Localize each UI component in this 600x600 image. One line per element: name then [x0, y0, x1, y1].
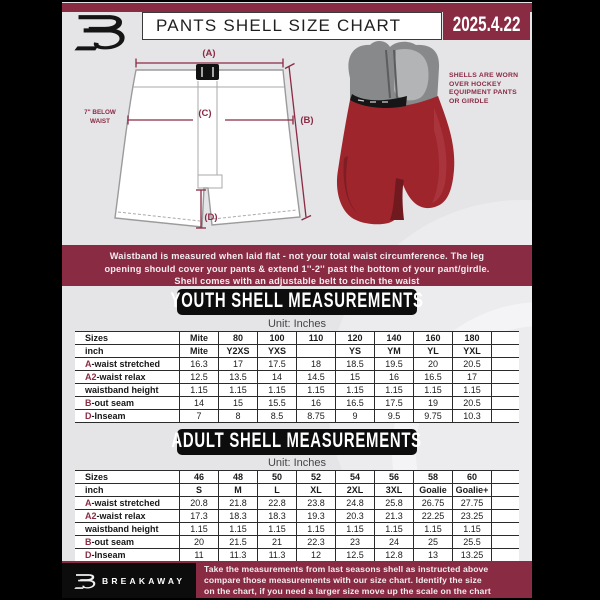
cell-value: 56: [375, 471, 414, 483]
cell-value: 1.15: [297, 384, 336, 396]
cell-value: 15: [336, 371, 375, 383]
table-row: [75, 358, 519, 371]
cell-value: 15.5: [258, 397, 297, 409]
cell-value: M: [219, 484, 258, 496]
table-row: [75, 332, 519, 345]
unit-label-adult: Unit: Inches: [267, 457, 327, 469]
row-label: A-waist stretched: [75, 497, 180, 509]
row-label: inch: [75, 484, 180, 496]
cell-value: 19: [414, 397, 453, 409]
cell-value: Y2XS: [219, 345, 258, 357]
measurement-label-b: (B): [300, 115, 314, 126]
cell-value: 120: [336, 332, 375, 344]
date-badge: [443, 12, 530, 40]
cell-value: 1.15: [180, 523, 219, 535]
cell-value: 10.3: [453, 410, 492, 422]
cell-value: 24: [375, 536, 414, 548]
cell-value: 22.8: [258, 497, 297, 509]
cell-value: 11.3: [219, 549, 258, 561]
cell-value: 16: [297, 397, 336, 409]
row-label: waistband height: [75, 384, 180, 396]
footer-note: [204, 564, 491, 598]
cell-value: 9: [336, 410, 375, 422]
cell-value: L: [258, 484, 297, 496]
adult-header-text: ADULT SHELL MEASUREMENTS: [171, 430, 423, 453]
cell-value: 48: [219, 471, 258, 483]
text-line: Shell comes with an adjustable belt to cinch the waist: [174, 276, 420, 286]
cell-value: 12.5: [336, 549, 375, 561]
cell-value: 25.5: [453, 536, 492, 548]
cell-value: YM: [375, 345, 414, 357]
cell-value: 19.3: [297, 510, 336, 522]
cell-value: 23.8: [297, 497, 336, 509]
cell-value: YXL: [453, 345, 492, 357]
date-text: 2025.4.22: [452, 14, 521, 37]
cell-value: 20.5: [453, 397, 492, 409]
table-row: [75, 523, 519, 536]
cell-value: 1.15: [258, 523, 297, 535]
photo-note: [449, 72, 531, 106]
table-row: [75, 384, 519, 397]
cell-value: 26.75: [414, 497, 453, 509]
row-label: D-Inseam: [75, 549, 180, 561]
cell-value: 23.25: [453, 510, 492, 522]
row-label: Sizes: [75, 332, 180, 344]
cell-value: 8.5: [258, 410, 297, 422]
table-row: [75, 410, 519, 423]
cell-value: 21: [258, 536, 297, 548]
cell-value: 14: [180, 397, 219, 409]
cell-value: 13.25: [453, 549, 492, 561]
shell-photo: [334, 38, 474, 232]
cell-value: 54: [336, 471, 375, 483]
cell-value: 9.75: [414, 410, 453, 422]
text-line: OR GIRDLE: [449, 97, 489, 105]
text-line: compare those measurements with our size chart. Identify the size: [204, 575, 482, 586]
cell-value: 16.5: [414, 371, 453, 383]
cell-value: 20.5: [453, 358, 492, 370]
cell-value: 9.5: [375, 410, 414, 422]
cell-value: 1.15: [219, 523, 258, 535]
cell-value: 160: [414, 332, 453, 344]
cell-value: 11: [180, 549, 219, 561]
cell-value: 52: [297, 471, 336, 483]
cell-value: 8: [219, 410, 258, 422]
cell-value: 1.15: [336, 523, 375, 535]
cell-value: YL: [414, 345, 453, 357]
size-chart-page: [62, 2, 532, 598]
cell-value: 24.8: [336, 497, 375, 509]
row-label: D-Inseam: [75, 410, 180, 422]
cell-value: 12.8: [375, 549, 414, 561]
row-label: A-waist stretched: [75, 358, 180, 370]
title-box: [142, 12, 442, 40]
cell-value: 22.25: [414, 510, 453, 522]
cell-value: 18.3: [258, 510, 297, 522]
table-ghost-cell: [492, 497, 519, 509]
table-row: [75, 497, 519, 510]
row-label: Sizes: [75, 471, 180, 483]
text-line: OVER HOCKEY: [449, 80, 502, 88]
measurement-label-d: (D): [204, 212, 218, 223]
cell-value: 18: [297, 358, 336, 370]
table-ghost-cell: [492, 345, 519, 357]
cell-value: 1.15: [453, 384, 492, 396]
table-row: [75, 345, 519, 358]
cell-value: 100: [258, 332, 297, 344]
table-ghost-cell: [492, 471, 519, 483]
cell-value: 140: [375, 332, 414, 344]
cell-value: 46: [180, 471, 219, 483]
cell-value: 7: [180, 410, 219, 422]
cell-value: 21.8: [219, 497, 258, 509]
cell-value: 12.5: [180, 371, 219, 383]
cell-value: 110: [297, 332, 336, 344]
cell-value: 1.15: [375, 523, 414, 535]
cell-value: 27.75: [453, 497, 492, 509]
unit-label-youth: Unit: Inches: [267, 318, 327, 330]
cell-value: S: [180, 484, 219, 496]
table-ghost-cell: [492, 371, 519, 383]
cell-value: 13: [414, 549, 453, 561]
page-title: PANTS SHELL SIZE CHART: [156, 16, 402, 35]
cell-value: 80: [219, 332, 258, 344]
cell-value: Goalie: [414, 484, 453, 496]
section-header-youth: [170, 289, 424, 315]
table-row: [75, 397, 519, 410]
cell-value: 20.8: [180, 497, 219, 509]
cell-value: 60: [453, 471, 492, 483]
footer: [62, 561, 532, 598]
cell-value: 180: [453, 332, 492, 344]
table-row: [75, 510, 519, 523]
section-header-adult: [171, 429, 423, 455]
cell-value: 15: [219, 397, 258, 409]
table-ghost-cell: [492, 397, 519, 409]
cell-value: 21.5: [219, 536, 258, 548]
cell-value: 22.3: [297, 536, 336, 548]
info-banner: [62, 245, 532, 286]
cell-value: 1.15: [336, 384, 375, 396]
cell-value: 11.3: [258, 549, 297, 561]
footer-logo-panel: [62, 563, 196, 598]
cell-value: 25: [414, 536, 453, 548]
cell-value: 19.5: [375, 358, 414, 370]
cell-value: 17.5: [258, 358, 297, 370]
text-line: EQUIPMENT PANTS: [449, 89, 517, 97]
cell-value: 20.3: [336, 510, 375, 522]
table-ghost-cell: [492, 536, 519, 548]
cell-value: 8.75: [297, 410, 336, 422]
text-line: 7" BELOW: [84, 109, 116, 116]
cell-value: 3XL: [375, 484, 414, 496]
cell-value: 16: [375, 371, 414, 383]
cell-value: 21.3: [375, 510, 414, 522]
table-ghost-cell: [492, 358, 519, 370]
measurement-label-a: (A): [202, 48, 216, 59]
youth-header-text: YOUTH SHELL MEASUREMENTS: [170, 290, 424, 313]
row-label: inch: [75, 345, 180, 357]
cell-value: 58: [414, 471, 453, 483]
cell-value: 2XL: [336, 484, 375, 496]
waist-note: [78, 108, 122, 126]
cell-value: Mite: [180, 332, 219, 344]
table-ghost-cell: [492, 523, 519, 535]
row-label: A2-waist relax: [75, 510, 180, 522]
cell-value: 1.15: [453, 523, 492, 535]
cell-value: 14: [258, 371, 297, 383]
table-ghost-cell: [492, 410, 519, 422]
text-line: on the chart, if you need a larger size move up the scale on the chart: [204, 586, 491, 597]
table-ghost-cell: [492, 332, 519, 344]
cell-value: 1.15: [180, 384, 219, 396]
footer-brand: BREAKAWAY: [102, 576, 186, 586]
text-line: Waistband is measured when laid flat - not your total waist circumference. The leg: [109, 251, 485, 261]
cell-value: 1.15: [258, 384, 297, 396]
cell-value: 18.3: [219, 510, 258, 522]
cell-value: 1.15: [375, 384, 414, 396]
cell-value: [297, 345, 336, 357]
cell-value: 1.15: [414, 384, 453, 396]
cell-value: 25.8: [375, 497, 414, 509]
cell-value: 12: [297, 549, 336, 561]
row-label: A2-waist relax: [75, 371, 180, 383]
table-ghost-cell: [492, 549, 519, 561]
cell-value: Mite: [180, 345, 219, 357]
table-row: [75, 484, 519, 497]
table-row: [75, 471, 519, 484]
table-row: [75, 536, 519, 549]
row-label: B-out seam: [75, 397, 180, 409]
table-ghost-cell: [492, 510, 519, 522]
cell-value: YXS: [258, 345, 297, 357]
top-accent-strip: [62, 3, 532, 12]
text-line: opening should cover your pants & extend 1''-2'' past the bottom of your pant/girdle.: [104, 263, 490, 274]
cell-value: Goalie+: [453, 484, 492, 496]
breakaway-logo-footer-icon: [73, 569, 97, 593]
adult-measurements-table: [75, 470, 519, 562]
cell-value: XL: [297, 484, 336, 496]
row-label: waistband height: [75, 523, 180, 535]
table-ghost-cell: [492, 484, 519, 496]
cell-value: 17.5: [375, 397, 414, 409]
cell-value: 1.15: [219, 384, 258, 396]
cell-value: 17.3: [180, 510, 219, 522]
cell-value: 23: [336, 536, 375, 548]
cell-value: 16.3: [180, 358, 219, 370]
cell-value: 20: [414, 358, 453, 370]
cell-value: 14.5: [297, 371, 336, 383]
cell-value: 50: [258, 471, 297, 483]
text-line: Take the measurements from last seasons shell as instructed above: [204, 564, 489, 574]
measurement-label-c: (C): [198, 108, 212, 119]
cell-value: YS: [336, 345, 375, 357]
table-ghost-cell: [492, 384, 519, 396]
row-label: B-out seam: [75, 536, 180, 548]
cell-value: 17: [219, 358, 258, 370]
cell-value: 13.5: [219, 371, 258, 383]
youth-measurements-table: [75, 331, 519, 423]
table-row: [75, 371, 519, 384]
cell-value: 17: [453, 371, 492, 383]
cell-value: 18.5: [336, 358, 375, 370]
cell-value: 20: [180, 536, 219, 548]
cell-value: 1.15: [414, 523, 453, 535]
cell-value: 1.15: [297, 523, 336, 535]
text-line: WAIST: [90, 118, 110, 125]
cell-value: 16.5: [336, 397, 375, 409]
text-line: SHELLS ARE WORN: [449, 72, 519, 79]
